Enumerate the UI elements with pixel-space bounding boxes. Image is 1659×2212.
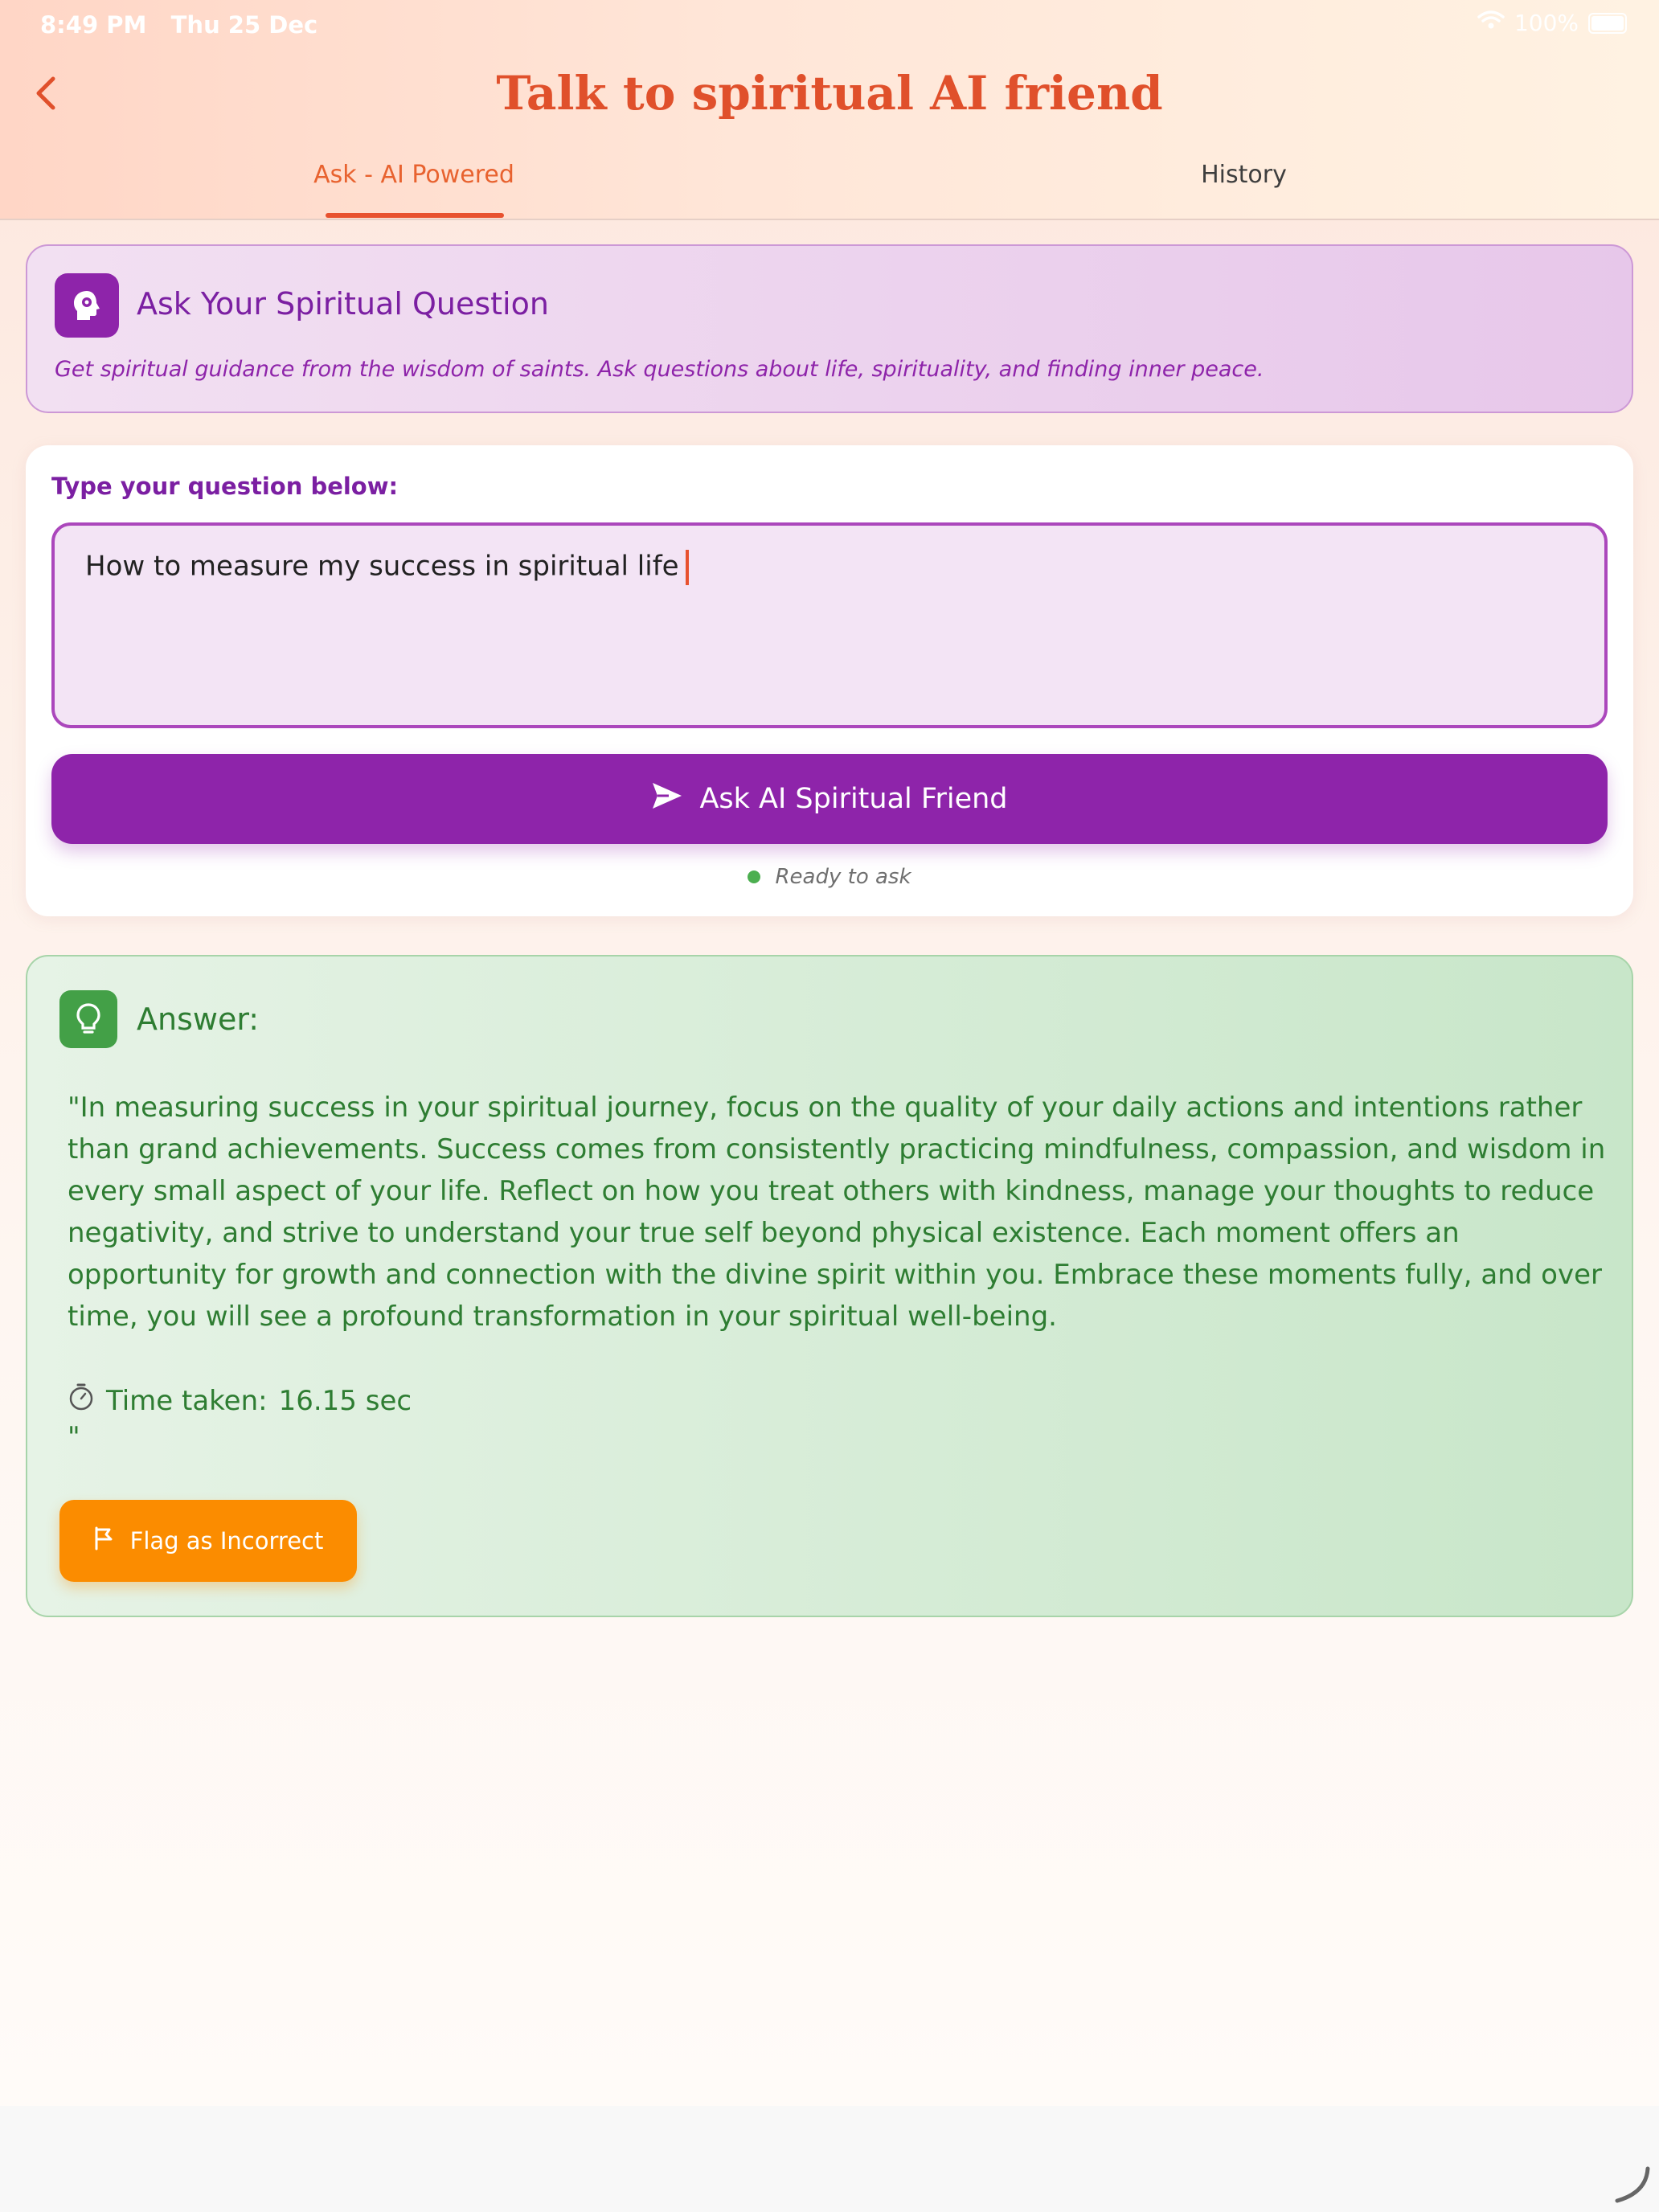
- page-title: Talk to spiritual AI friend: [496, 66, 1163, 121]
- time-taken-row: [68, 1382, 412, 1419]
- resize-handle-icon[interactable]: [1611, 2164, 1653, 2206]
- ask-ai-button-label: Ask AI Spiritual Friend: [699, 783, 1008, 815]
- question-card-title: Ask Your Spiritual Question: [137, 286, 549, 322]
- answer-title: Answer:: [137, 1002, 260, 1037]
- question-text-value: How to measure my success in spiritual life: [85, 550, 679, 583]
- status-indicators: [1477, 10, 1627, 36]
- status-dot-icon: [748, 870, 760, 883]
- bottom-bar: [0, 2106, 1659, 2212]
- question-input-card: [26, 445, 1633, 916]
- flag-button-label: Flag as Incorrect: [129, 1527, 324, 1555]
- ready-status: [26, 865, 1633, 889]
- battery-icon: [1588, 13, 1627, 34]
- question-textarea[interactable]: [51, 522, 1608, 728]
- send-icon: [651, 781, 683, 817]
- head-gear-icon: [55, 273, 119, 338]
- time-taken-label: Time taken:: [106, 1384, 268, 1417]
- lightbulb-icon: [59, 990, 117, 1048]
- status-date: Thu 25 Dec: [170, 11, 318, 39]
- ready-status-text: Ready to ask: [775, 865, 911, 889]
- tab-ask-ai-powered[interactable]: Ask - AI Powered: [313, 161, 514, 189]
- time-taken-value: 16.15 sec: [278, 1384, 412, 1417]
- answer-card: [26, 955, 1633, 1617]
- answer-text: "In measuring success in your spiritual journey, focus on the quality of your daily actions and intentions rather than grand achievements. Success comes from consistently practicing mindfulness, compassion, and wisdom in every small aspect of your life. Reflect on how you treat others with kindness, manage your thoughts to reduce negativity, and strive to understand your true self beyond physical existence. Each moment offers an opportunity for growth and connection with the divine spirit within you. Embrace these moments fully, and over time, you will see a profound transformation in your spiritual well-being.: [68, 1092, 1606, 1333]
- flag-incorrect-button[interactable]: [59, 1500, 357, 1582]
- stopwatch-icon: [68, 1382, 95, 1419]
- status-bar: [0, 0, 1659, 51]
- flag-icon: [93, 1526, 116, 1556]
- ask-ai-button[interactable]: [51, 754, 1608, 844]
- answer-closing-quote: ": [68, 1421, 80, 1453]
- tab-history[interactable]: History: [1201, 161, 1287, 189]
- battery-percentage: 100%: [1514, 10, 1579, 36]
- question-card-subtitle: Get spiritual guidance from the wisdom of saints. Ask questions about life, spirituality, and finding inner peace.: [55, 357, 1264, 382]
- question-input-label: Type your question below:: [51, 473, 399, 500]
- question-info-card: [26, 244, 1633, 413]
- wifi-icon: [1477, 10, 1505, 36]
- status-time: [40, 11, 317, 39]
- text-caret: [686, 550, 689, 585]
- active-tab-indicator: [326, 213, 504, 218]
- status-clock: 8:49 PM: [40, 11, 147, 39]
